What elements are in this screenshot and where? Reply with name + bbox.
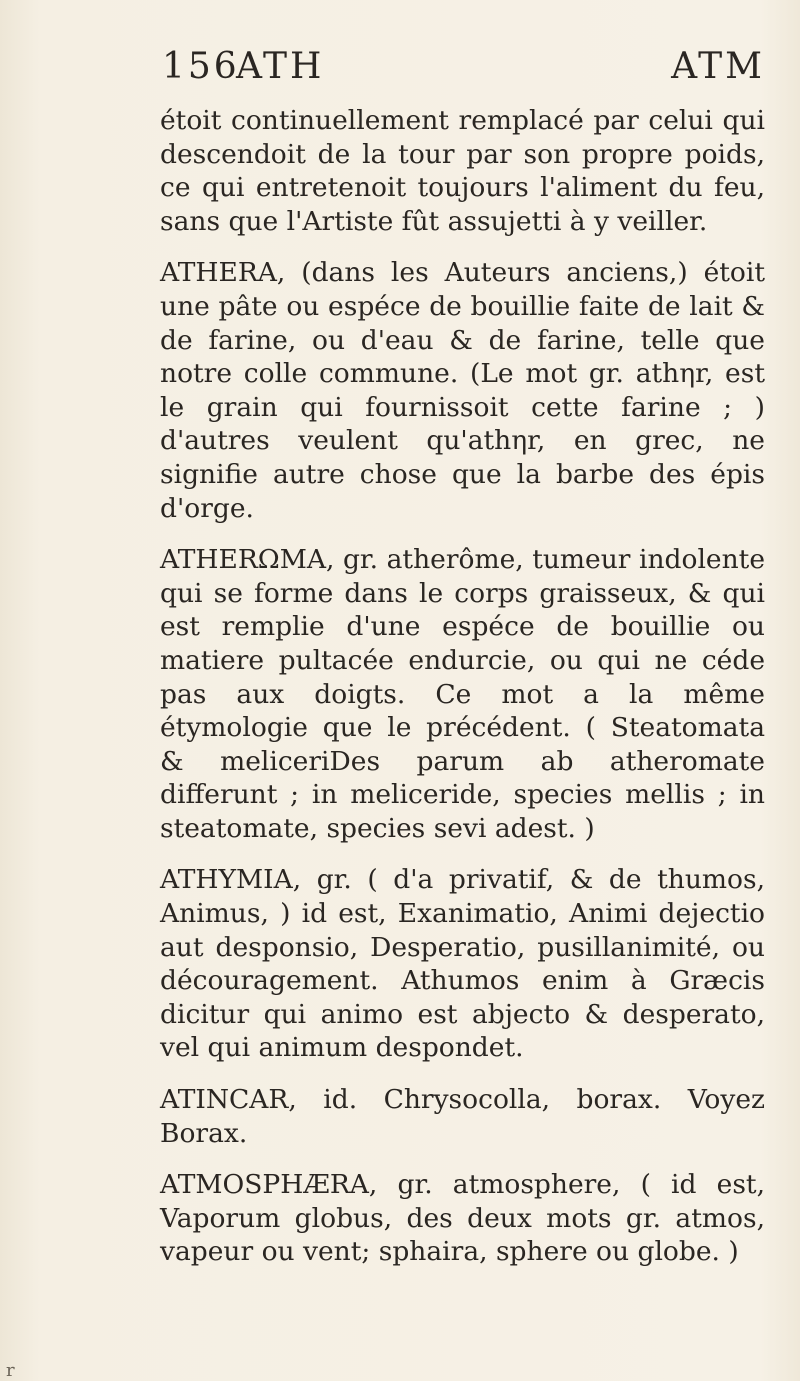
margin-mark: r bbox=[6, 1360, 15, 1381]
header-right-word: ATM bbox=[671, 46, 765, 87]
page-number: 156 bbox=[162, 46, 240, 87]
entry-athera: ATHERA, (dans les Auteurs anciens,) étoit une pâte ou espéce de bouillie faite de lait & de farine, ou d'eau & de farine, telle que notre colle commune. (Le mot gr. athηr, est le grain qui fournissoit cette farine ; ) d'autres veulent qu'athηr, en grec, ne signifie autre chose que la barbe des épis d'orge. bbox=[160, 257, 765, 524]
entry-atincar: ATINCAR, id. Chrysocolla, borax. Voyez Borax. bbox=[160, 1084, 765, 1149]
entry-atmosphaera: ATMOSPHÆRA, gr. atmosphere, ( id est, Vaporum globus, des deux mots gr. atmos, vapeur ou vent; sphaira, sphere ou globe. ) bbox=[160, 1169, 765, 1268]
running-header bbox=[162, 46, 765, 96]
page-body bbox=[160, 104, 765, 1269]
entry-atheroma: ATHERΩMA, gr. atherôme, tumeur indolente qui se forme dans le corps graisseux, & qui est remplie d'une espéce de bouillie ou matiere pultacée endurcie, ou qui ne céde pas aux doigts. Ce mot a la même étymologie que le précédent. ( Steatomata & meliceriDes parum ab atheromate differunt ; in meliceride, species mellis ; in steatomate, species sevi adest. ) bbox=[160, 544, 765, 844]
header-left-word: ATH bbox=[236, 46, 325, 87]
paragraph-continuation: étoit continuellement remplacé par celui qui descendoit de la tour par son propre poids, ce qui entretenoit toujours l'aliment du feu, sans que l'Artiste fût assujetti à y veiller. bbox=[160, 105, 765, 237]
entry-athymia: ATHYMIA, gr. ( d'a privatif, & de thumos, Animus, ) id est, Exanimatio, Animi dejectio aut desponsio, Desperatio, pusillanimité, ou découragement. Athumos enim à Græcis dicitur qui animo est abjecto & desperato, vel qui animum despondet. bbox=[160, 864, 765, 1064]
